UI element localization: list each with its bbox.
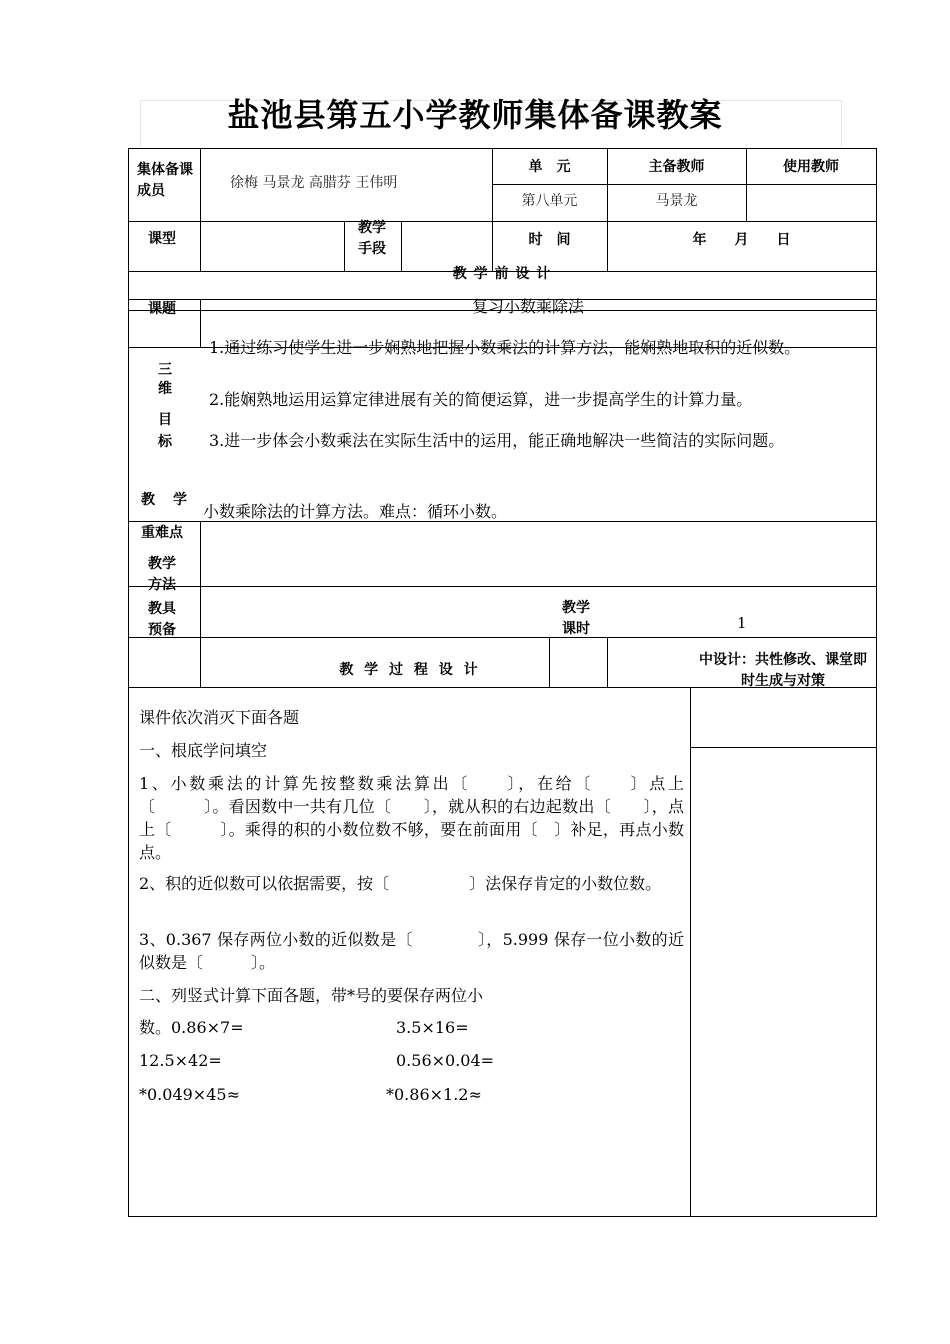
pre-design-label: 教 学 前 设 计 <box>452 266 552 282</box>
exercise-2: 3.5×16= <box>396 1018 469 1037</box>
members-label: 集体备课成员 <box>137 162 193 199</box>
table-border-right <box>876 148 877 1216</box>
lead-teacher-value: 马景龙 <box>655 193 698 209</box>
col-line <box>690 687 691 1216</box>
question-3: 3、0.367 保存两位小数的近似数是〔 〕，5.999 保存一位小数的近似数是〔 〕。 <box>139 930 684 972</box>
key-points-label-1: 教 学 <box>141 492 189 508</box>
goals-label-4: 标 <box>158 434 172 450</box>
col-line <box>200 299 201 347</box>
user-teacher-label: 使用教师 <box>783 159 839 175</box>
time-label: 时 间 <box>528 232 571 248</box>
page-title: 盐池县第五小学教师集体备课教案 <box>227 96 723 134</box>
topic-label: 课题 <box>148 301 176 317</box>
unit-label: 单 元 <box>528 159 571 175</box>
row-line <box>492 184 876 185</box>
method-label: 教学方法 <box>148 556 176 593</box>
goal-3: 3.进一步体会小数乘法在实际生活中的运用，能正确地解决一些简洁的实际问题。 <box>209 431 785 450</box>
question-2: 2、积的近似数可以依据需要，按〔 〕法保存肯定的小数位数。 <box>139 874 662 893</box>
key-points-value: 小数乘除法的计算方法。难点：循环小数。 <box>203 502 508 521</box>
lead-teacher-label: 主备教师 <box>648 159 705 175</box>
unit-value: 第八单元 <box>521 193 578 209</box>
side-design-label: 中设计：共性修改、课堂即时生成与对策 <box>699 652 867 689</box>
key-points-label-2: 重难点 <box>141 525 183 541</box>
class-hours-value: 1 <box>737 614 747 632</box>
topic-value: 复习小数乘除法 <box>472 297 585 316</box>
teaching-means-label: 教学手段 <box>358 220 386 257</box>
table-border-bottom <box>128 1216 877 1217</box>
goals-label-2: 维 <box>158 381 172 397</box>
question-1: 1、小数乘法的计算先按整数乘法算出〔 〕，在给〔 〕点上〔 〕。看因数中一共有几位〔 〕，就从积的右边起数出〔 〕，点上〔 〕。乘得的积的小数位数不够，要在前面用〔 〕补足，再点小数点。 <box>139 774 684 862</box>
table-border-left <box>128 148 129 1216</box>
class-hours-label: 教学课时 <box>562 600 590 637</box>
exercise-1: 数。0.86×7= <box>139 1018 244 1037</box>
col-line <box>200 148 201 271</box>
tools-label: 教具预备 <box>148 601 176 638</box>
exercise-6: *0.86×1.2≈ <box>386 1085 482 1104</box>
exercise-4: 0.56×0.04= <box>396 1051 495 1070</box>
row-line <box>128 637 876 638</box>
row-line <box>128 586 876 587</box>
goal-1: 1.通过练习使学生进一步娴熟地把握小数乘法的计算方法，能娴熟地取积的近似数。 <box>209 338 801 357</box>
goals-label-1: 三 <box>158 362 172 378</box>
table-border-top <box>128 148 877 149</box>
goals-label-3: 目 <box>158 412 172 428</box>
date-value: 年 月 日 <box>692 232 791 248</box>
content-intro: 课件依次消灭下面各题 <box>139 708 300 727</box>
section-1-heading: 一、根底学问填空 <box>139 741 268 760</box>
row-line <box>128 221 876 222</box>
section-2-heading: 二、列竖式计算下面各题，带*号的要保存两位小 <box>139 986 484 1005</box>
exercise-5: *0.049×45≈ <box>139 1085 240 1104</box>
goal-2: 2.能娴熟地运用运算定律进展有关的简便运算，进一步提高学生的计算力量。 <box>209 390 753 409</box>
row-line <box>690 747 876 748</box>
lesson-type-label: 课型 <box>148 231 176 247</box>
members-value: 徐梅 马景龙 高腊芬 王伟明 <box>230 175 398 191</box>
process-label: 教 学 过 程 设 计 <box>339 662 481 678</box>
exercise-3: 12.5×42= <box>139 1051 222 1070</box>
